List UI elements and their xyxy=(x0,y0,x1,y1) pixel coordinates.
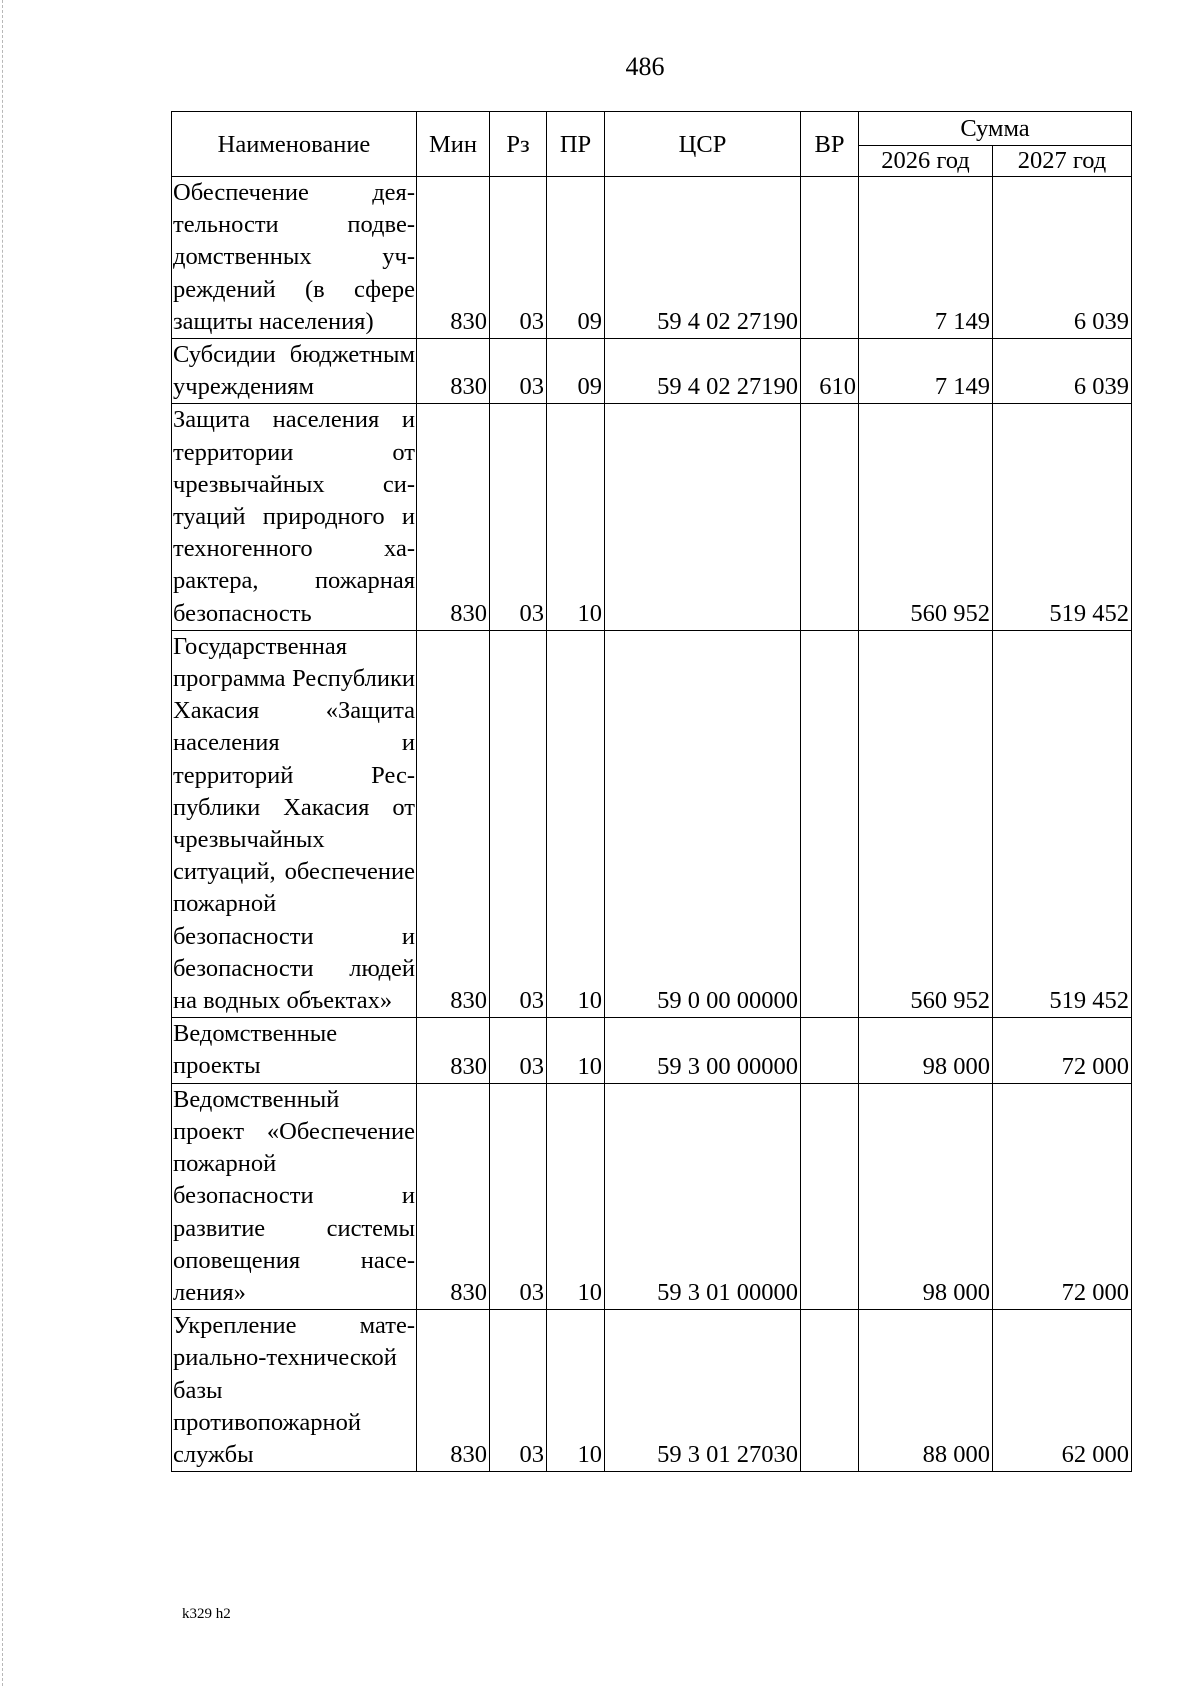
row-vr xyxy=(801,1310,859,1472)
row-pr: 10 xyxy=(547,1018,605,1083)
header-csr: ЦСР xyxy=(605,112,801,177)
row-vr xyxy=(801,1083,859,1309)
page-edge xyxy=(2,0,3,1686)
row-vr xyxy=(801,177,859,339)
row-pr: 10 xyxy=(547,1310,605,1472)
row-pr: 10 xyxy=(547,630,605,1017)
row-pr: 10 xyxy=(547,1083,605,1309)
row-sum-2026: 7 149 xyxy=(859,177,993,339)
row-sum-2026: 98 000 xyxy=(859,1018,993,1083)
table-row xyxy=(172,404,1132,630)
row-sum-2027: 72 000 xyxy=(993,1083,1132,1309)
table-row xyxy=(172,1083,1132,1309)
page-number: 486 xyxy=(625,52,665,81)
row-sum-2026: 7 149 xyxy=(859,339,993,404)
header-rz: Рз xyxy=(490,112,547,177)
row-csr xyxy=(605,404,801,630)
row-rz: 03 xyxy=(490,339,547,404)
row-sum-2026: 560 952 xyxy=(859,630,993,1017)
row-min: 830 xyxy=(417,404,490,630)
row-sum-2026: 88 000 xyxy=(859,1310,993,1472)
row-pr: 09 xyxy=(547,177,605,339)
row-pr: 09 xyxy=(547,339,605,404)
row-csr: 59 3 01 00000 xyxy=(605,1083,801,1309)
row-name: Защита населения и территории от чрезвычайных ситуаций природного и техногенного характера, пожарная безопасность xyxy=(172,404,417,630)
row-sum-2026: 98 000 xyxy=(859,1083,993,1309)
row-rz: 03 xyxy=(490,630,547,1017)
table-row xyxy=(172,1310,1132,1472)
row-sum-2027: 6 039 xyxy=(993,177,1132,339)
header-name: Наименование xyxy=(172,112,417,177)
row-rz: 03 xyxy=(490,404,547,630)
row-min: 830 xyxy=(417,339,490,404)
table-row xyxy=(172,630,1132,1017)
row-sum-2027: 62 000 xyxy=(993,1310,1132,1472)
row-min: 830 xyxy=(417,630,490,1017)
row-vr xyxy=(801,404,859,630)
header-row xyxy=(172,112,1132,146)
row-rz: 03 xyxy=(490,1018,547,1083)
table-row xyxy=(172,1018,1132,1083)
row-min: 830 xyxy=(417,1018,490,1083)
row-name: Укрепление материально-технической базы противопожарной службы xyxy=(172,1310,417,1472)
row-min: 830 xyxy=(417,177,490,339)
row-csr: 59 4 02 27190 xyxy=(605,177,801,339)
row-csr: 59 3 01 27030 xyxy=(605,1310,801,1472)
row-sum-2027: 519 452 xyxy=(993,404,1132,630)
table-row xyxy=(172,339,1132,404)
budget-table xyxy=(171,111,1132,1472)
row-name: Ведомственный проект «Обеспечение пожарной безопасности и развитие системы оповещения населения» xyxy=(172,1083,417,1309)
header-year-2026: 2026 год xyxy=(859,146,993,177)
footer-code: k329 h2 xyxy=(182,1606,231,1622)
row-sum-2026: 560 952 xyxy=(859,404,993,630)
header-pr: ПР xyxy=(547,112,605,177)
row-name: Ведомственные проекты xyxy=(172,1018,417,1083)
row-rz: 03 xyxy=(490,1083,547,1309)
row-min: 830 xyxy=(417,1083,490,1309)
row-sum-2027: 72 000 xyxy=(993,1018,1132,1083)
row-name: Субсидии бюджетным учреждениям xyxy=(172,339,417,404)
header-sum: Сумма xyxy=(859,112,1132,146)
row-name: Обеспечение деятельности подведомственных учреждений (в сфере защиты населения) xyxy=(172,177,417,339)
row-vr xyxy=(801,1018,859,1083)
header-vr: ВР xyxy=(801,112,859,177)
row-pr: 10 xyxy=(547,404,605,630)
header-year-2027: 2027 год xyxy=(993,146,1132,177)
table-row xyxy=(172,177,1132,339)
row-csr: 59 3 00 00000 xyxy=(605,1018,801,1083)
row-vr: 610 xyxy=(801,339,859,404)
row-name: Государственная программа Республики Хакасия «Защита населения и территорий Республики Хакасия от чрезвычайных ситуаций, обеспечение пожарной безопасности и безопасности людей на водных объектах» xyxy=(172,630,417,1017)
row-sum-2027: 519 452 xyxy=(993,630,1132,1017)
row-min: 830 xyxy=(417,1310,490,1472)
row-rz: 03 xyxy=(490,1310,547,1472)
row-rz: 03 xyxy=(490,177,547,339)
row-csr: 59 4 02 27190 xyxy=(605,339,801,404)
row-sum-2027: 6 039 xyxy=(993,339,1132,404)
row-vr xyxy=(801,630,859,1017)
header-min: Мин xyxy=(417,112,490,177)
row-csr: 59 0 00 00000 xyxy=(605,630,801,1017)
